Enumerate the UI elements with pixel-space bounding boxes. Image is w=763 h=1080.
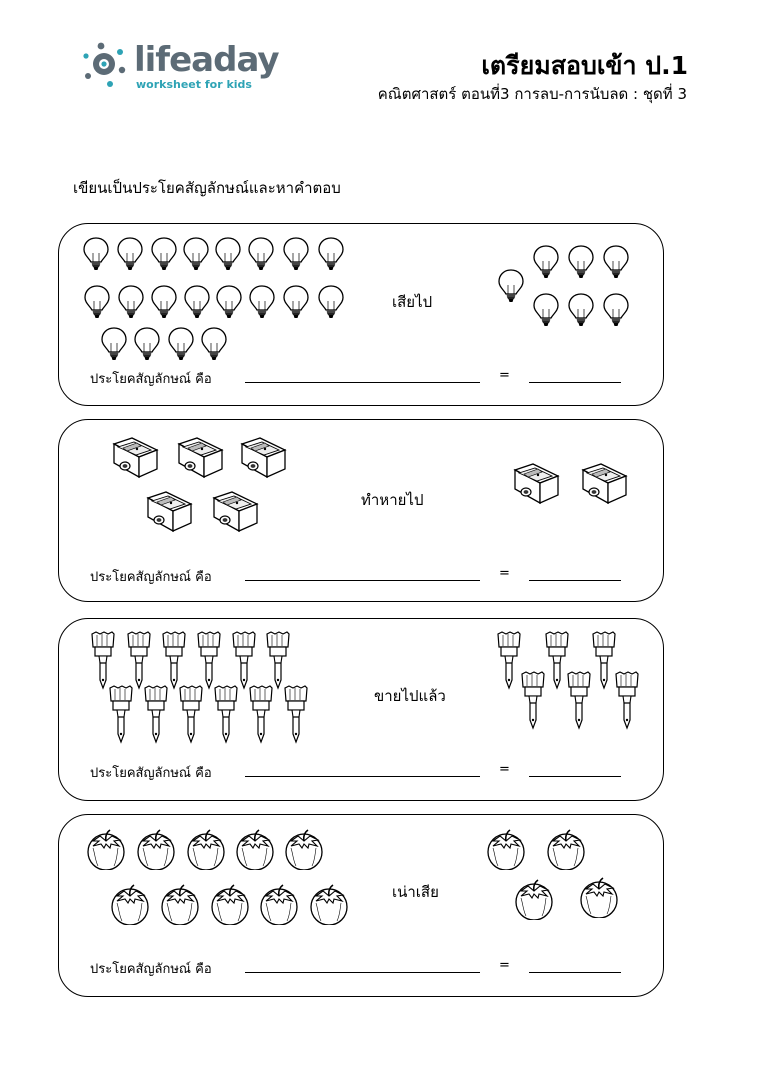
paintbrush-icon bbox=[213, 684, 239, 746]
sentence-answer-line[interactable] bbox=[245, 972, 480, 973]
lifeaday-logo-icon bbox=[82, 40, 132, 90]
tomato-icon bbox=[512, 878, 556, 920]
sentence-label: ประโยคสัญลักษณ์ คือ bbox=[90, 570, 212, 585]
tomato-icon bbox=[484, 828, 528, 870]
result-answer-line[interactable] bbox=[529, 382, 621, 383]
light-bulb-icon bbox=[567, 292, 595, 328]
equals-sign: = bbox=[499, 566, 510, 581]
paintbrush-icon bbox=[126, 630, 152, 692]
light-bulb-icon bbox=[602, 292, 630, 328]
light-bulb-icon bbox=[247, 236, 275, 272]
paintbrush-icon bbox=[283, 684, 309, 746]
paintbrush-icon bbox=[520, 670, 546, 732]
sentence-answer-line[interactable] bbox=[245, 776, 480, 777]
instruction-text: เขียนเป็นประโยคสัญลักษณ์และหาคำตอบ bbox=[73, 179, 341, 197]
equals-sign: = bbox=[499, 762, 510, 777]
light-bulb-icon bbox=[602, 244, 630, 280]
result-answer-line[interactable] bbox=[529, 972, 621, 973]
worksheet-title: เตรียมสอบเข้า ป.1 bbox=[481, 51, 688, 80]
sentence-label: ประโยคสัญลักษณ์ คือ bbox=[90, 766, 212, 781]
tomato-icon bbox=[158, 883, 202, 925]
result-answer-line[interactable] bbox=[529, 776, 621, 777]
light-bulb-icon bbox=[83, 284, 111, 320]
paintbrush-icon bbox=[108, 684, 134, 746]
light-bulb-icon bbox=[182, 236, 210, 272]
paintbrush-icon bbox=[248, 684, 274, 746]
paintbrush-icon bbox=[161, 630, 187, 692]
tomato-icon bbox=[208, 883, 252, 925]
light-bulb-icon bbox=[150, 236, 178, 272]
light-bulb-icon bbox=[100, 326, 128, 362]
result-answer-line[interactable] bbox=[529, 580, 621, 581]
light-bulb-icon bbox=[200, 326, 228, 362]
light-bulb-icon bbox=[248, 284, 276, 320]
tomato-icon bbox=[307, 883, 351, 925]
light-bulb-icon bbox=[317, 236, 345, 272]
tomato-icon bbox=[84, 828, 128, 870]
light-bulb-icon bbox=[532, 292, 560, 328]
tomato-icon bbox=[282, 828, 326, 870]
tomato-icon bbox=[184, 828, 228, 870]
light-bulb-icon bbox=[183, 284, 211, 320]
tomato-icon bbox=[233, 828, 277, 870]
brand-name: lifeaday bbox=[134, 40, 279, 80]
paintbrush-icon bbox=[614, 670, 640, 732]
light-bulb-icon bbox=[150, 284, 178, 320]
paintbrush-icon bbox=[90, 630, 116, 692]
problem-2-action: ทำหายไป bbox=[361, 491, 424, 509]
brand-logo bbox=[82, 38, 282, 98]
paintbrush-icon bbox=[265, 630, 291, 692]
pencil-sharpener-icon bbox=[210, 488, 260, 534]
pencil-sharpener-icon bbox=[579, 460, 629, 506]
light-bulb-icon bbox=[215, 284, 243, 320]
pencil-sharpener-icon bbox=[511, 460, 561, 506]
sentence-label: ประโยคสัญลักษณ์ คือ bbox=[90, 962, 212, 977]
tomato-icon bbox=[577, 876, 621, 918]
worksheet-subtitle: คณิตศาสตร์ ตอนที่3 การลบ-การนับลด : ชุดที่ 3 bbox=[377, 85, 687, 103]
pencil-sharpener-icon bbox=[175, 434, 225, 480]
problem-3-action: ขายไปแล้ว bbox=[374, 687, 446, 705]
tomato-icon bbox=[544, 828, 588, 870]
light-bulb-icon bbox=[117, 284, 145, 320]
tomato-icon bbox=[108, 883, 152, 925]
pencil-sharpener-icon bbox=[144, 488, 194, 534]
paintbrush-icon bbox=[231, 630, 257, 692]
equals-sign: = bbox=[499, 958, 510, 973]
light-bulb-icon bbox=[282, 236, 310, 272]
light-bulb-icon bbox=[317, 284, 345, 320]
light-bulb-icon bbox=[116, 236, 144, 272]
paintbrush-icon bbox=[178, 684, 204, 746]
paintbrush-icon bbox=[196, 630, 222, 692]
light-bulb-icon bbox=[497, 268, 525, 304]
light-bulb-icon bbox=[214, 236, 242, 272]
light-bulb-icon bbox=[82, 236, 110, 272]
sentence-answer-line[interactable] bbox=[245, 580, 480, 581]
tomato-icon bbox=[257, 883, 301, 925]
light-bulb-icon bbox=[567, 244, 595, 280]
problem-1-action: เสียไป bbox=[392, 293, 433, 311]
sentence-answer-line[interactable] bbox=[245, 382, 480, 383]
light-bulb-icon bbox=[282, 284, 310, 320]
light-bulb-icon bbox=[133, 326, 161, 362]
paintbrush-icon bbox=[566, 670, 592, 732]
paintbrush-icon bbox=[143, 684, 169, 746]
light-bulb-icon bbox=[167, 326, 195, 362]
brand-tagline: worksheet for kids bbox=[136, 78, 252, 91]
pencil-sharpener-icon bbox=[110, 434, 160, 480]
paintbrush-icon bbox=[496, 630, 522, 692]
equals-sign: = bbox=[499, 368, 510, 383]
light-bulb-icon bbox=[532, 244, 560, 280]
pencil-sharpener-icon bbox=[238, 434, 288, 480]
sentence-label: ประโยคสัญลักษณ์ คือ bbox=[90, 372, 212, 387]
tomato-icon bbox=[134, 828, 178, 870]
problem-4-action: เน่าเสีย bbox=[392, 883, 439, 901]
